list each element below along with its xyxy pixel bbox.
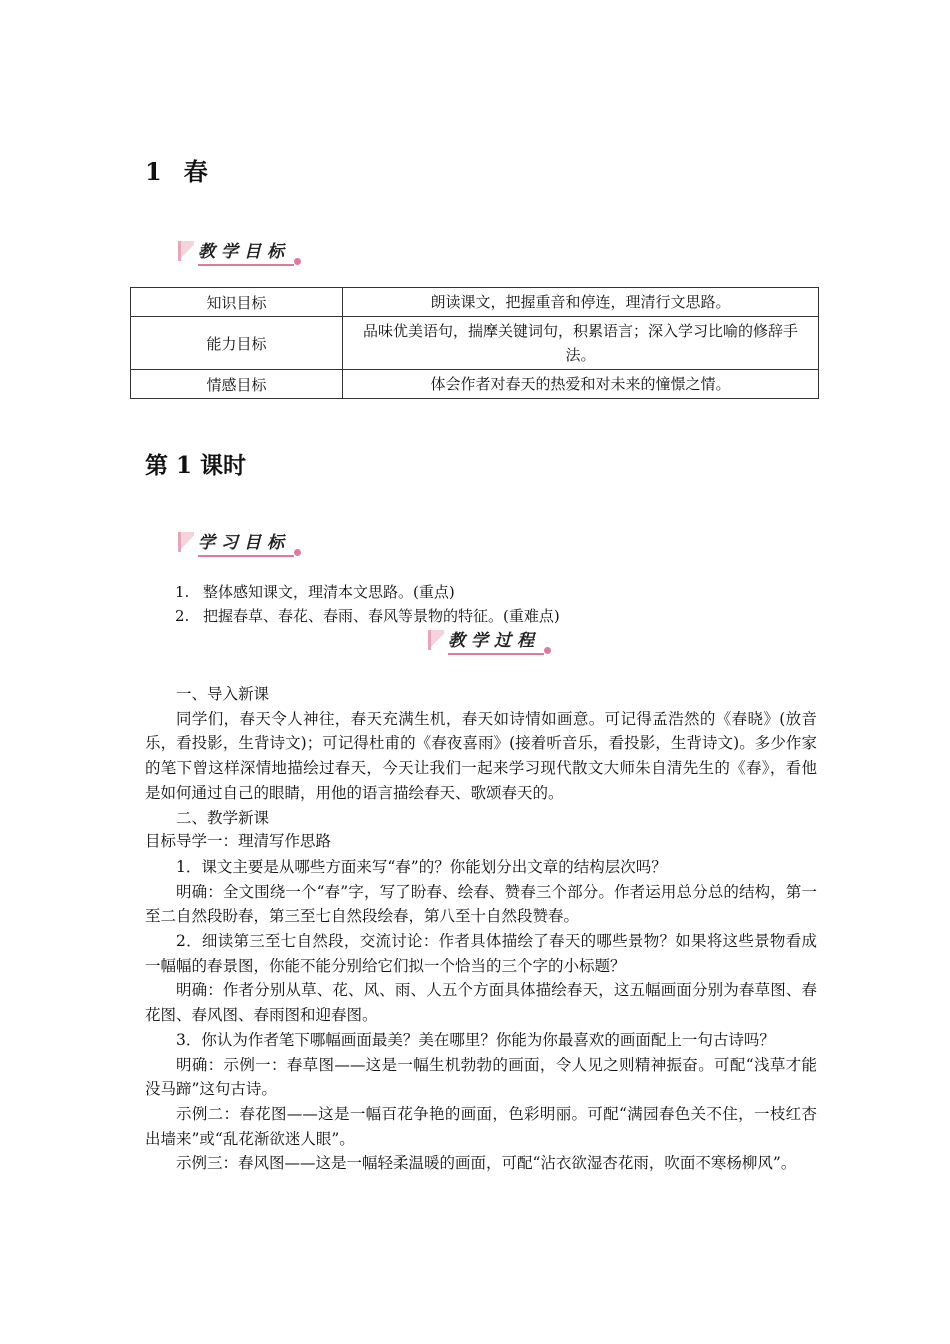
table-row <box>131 317 819 370</box>
section-heading: 一、导入新课 <box>176 685 270 703</box>
goal-label: 能力目标 <box>131 317 343 370</box>
section-heading: 二、教学新课 <box>176 808 270 827</box>
goal-content: 体会作者对春天的热爱和对未来的憧憬之情。 <box>343 370 819 399</box>
tag-dot-icon <box>544 647 551 654</box>
lesson-number: 1 <box>145 157 162 186</box>
paragraph: 3．你认为作者笔下哪幅画面最美？美在哪里？你能为你最喜欢的画面配上一句古诗吗？ <box>176 1030 775 1049</box>
goals-table <box>130 287 819 399</box>
paragraph: 明确：全文围绕一个“春”字，写了盼春、绘春、赞春三个部分。作者运用总分总的结构，第一至二自然段盼春，第三至七自然段绘春，第八至十自然段赞春。 <box>145 882 817 926</box>
tag-label: 学习目标 <box>198 528 294 557</box>
paragraph: 1．课文主要是从哪些方面来写“春”的？你能划分出文章的结构层次吗？ <box>176 857 667 876</box>
tag-label: 教学目标 <box>198 237 294 266</box>
list-item <box>175 580 560 604</box>
paragraph: 2．细读第三至七自然段，交流讨论：作者具体描绘了春天的哪些景物？如果将这些景物看成一幅幅的春景图，你能不能分别给它们拟一个恰当的三个字的小标题？ <box>145 932 817 975</box>
section-tag-teaching-goals <box>176 236 301 266</box>
subsection-heading: 目标导学一：理清写作思路 <box>145 833 332 851</box>
list-text: 把握春草、春花、春雨、春风等景物的特征。(重难点) <box>203 607 560 625</box>
section-tag-learning-goals <box>176 527 301 557</box>
lesson-body <box>145 682 817 1176</box>
period-title: 第 1 课时 <box>145 452 247 479</box>
list-text: 整体感知课文，理清本文思路。(重点) <box>203 583 455 601</box>
goal-label: 知识目标 <box>131 288 343 317</box>
list-number: 2. <box>175 607 190 625</box>
paragraph: 同学们，春天令人神往，春天充满生机，春天如诗情如画意。可记得孟浩然的《春晓》(放音乐，看投影，生背诗文)；可记得杜甫的《春夜喜雨》(接着听音乐，看投影，生背诗文)。多少作家的笔下曾这样深情地描绘过春天，今天让我们一起来学习现代散文大师朱自清先生的《春》，看他是如何通过自己的眼睛，用他的语言描绘春天、歌颂春天的。 <box>145 709 817 802</box>
tag-corner-icon <box>176 529 198 555</box>
lesson-title <box>145 152 208 187</box>
goal-content: 朗读课文，把握重音和停连，理清行文思路。 <box>343 288 819 317</box>
section-tag-teaching-process <box>426 625 551 655</box>
tag-corner-icon <box>426 627 448 653</box>
tag-corner-icon <box>176 238 198 264</box>
lesson-name: 春 <box>183 157 208 186</box>
paragraph: 示例二：春花图——这是一幅百花争艳的画面，色彩明丽。可配“满园春色关不住，一枝红杏出墙来”或“乱花渐欲迷人眼”。 <box>145 1104 817 1148</box>
goal-content: 品味优美语句，揣摩关键词句，积累语言；深入学习比喻的修辞手法。 <box>343 317 819 370</box>
tag-dot-icon <box>294 258 301 265</box>
tag-label: 教学过程 <box>448 626 544 655</box>
goal-label: 情感目标 <box>131 370 343 399</box>
list-number: 1. <box>175 583 190 601</box>
paragraph: 示例三：春风图——这是一幅轻柔温暖的画面，可配“沾衣欲湿杏花雨，吹面不寒杨柳风”。 <box>176 1154 797 1173</box>
learning-goals-list <box>175 580 560 628</box>
paragraph: 明确：示例一：春草图——这是一幅生机勃勃的画面，令人见之则精神振奋。可配“浅草才能没马蹄”这句古诗。 <box>145 1055 817 1099</box>
table-row <box>131 370 819 399</box>
tag-dot-icon <box>294 549 301 556</box>
paragraph: 明确：作者分别从草、花、风、雨、人五个方面具体描绘春天，这五幅画面分别为春草图、春花图、春风图、春雨图和迎春图。 <box>145 981 817 1025</box>
table-row <box>131 288 819 317</box>
